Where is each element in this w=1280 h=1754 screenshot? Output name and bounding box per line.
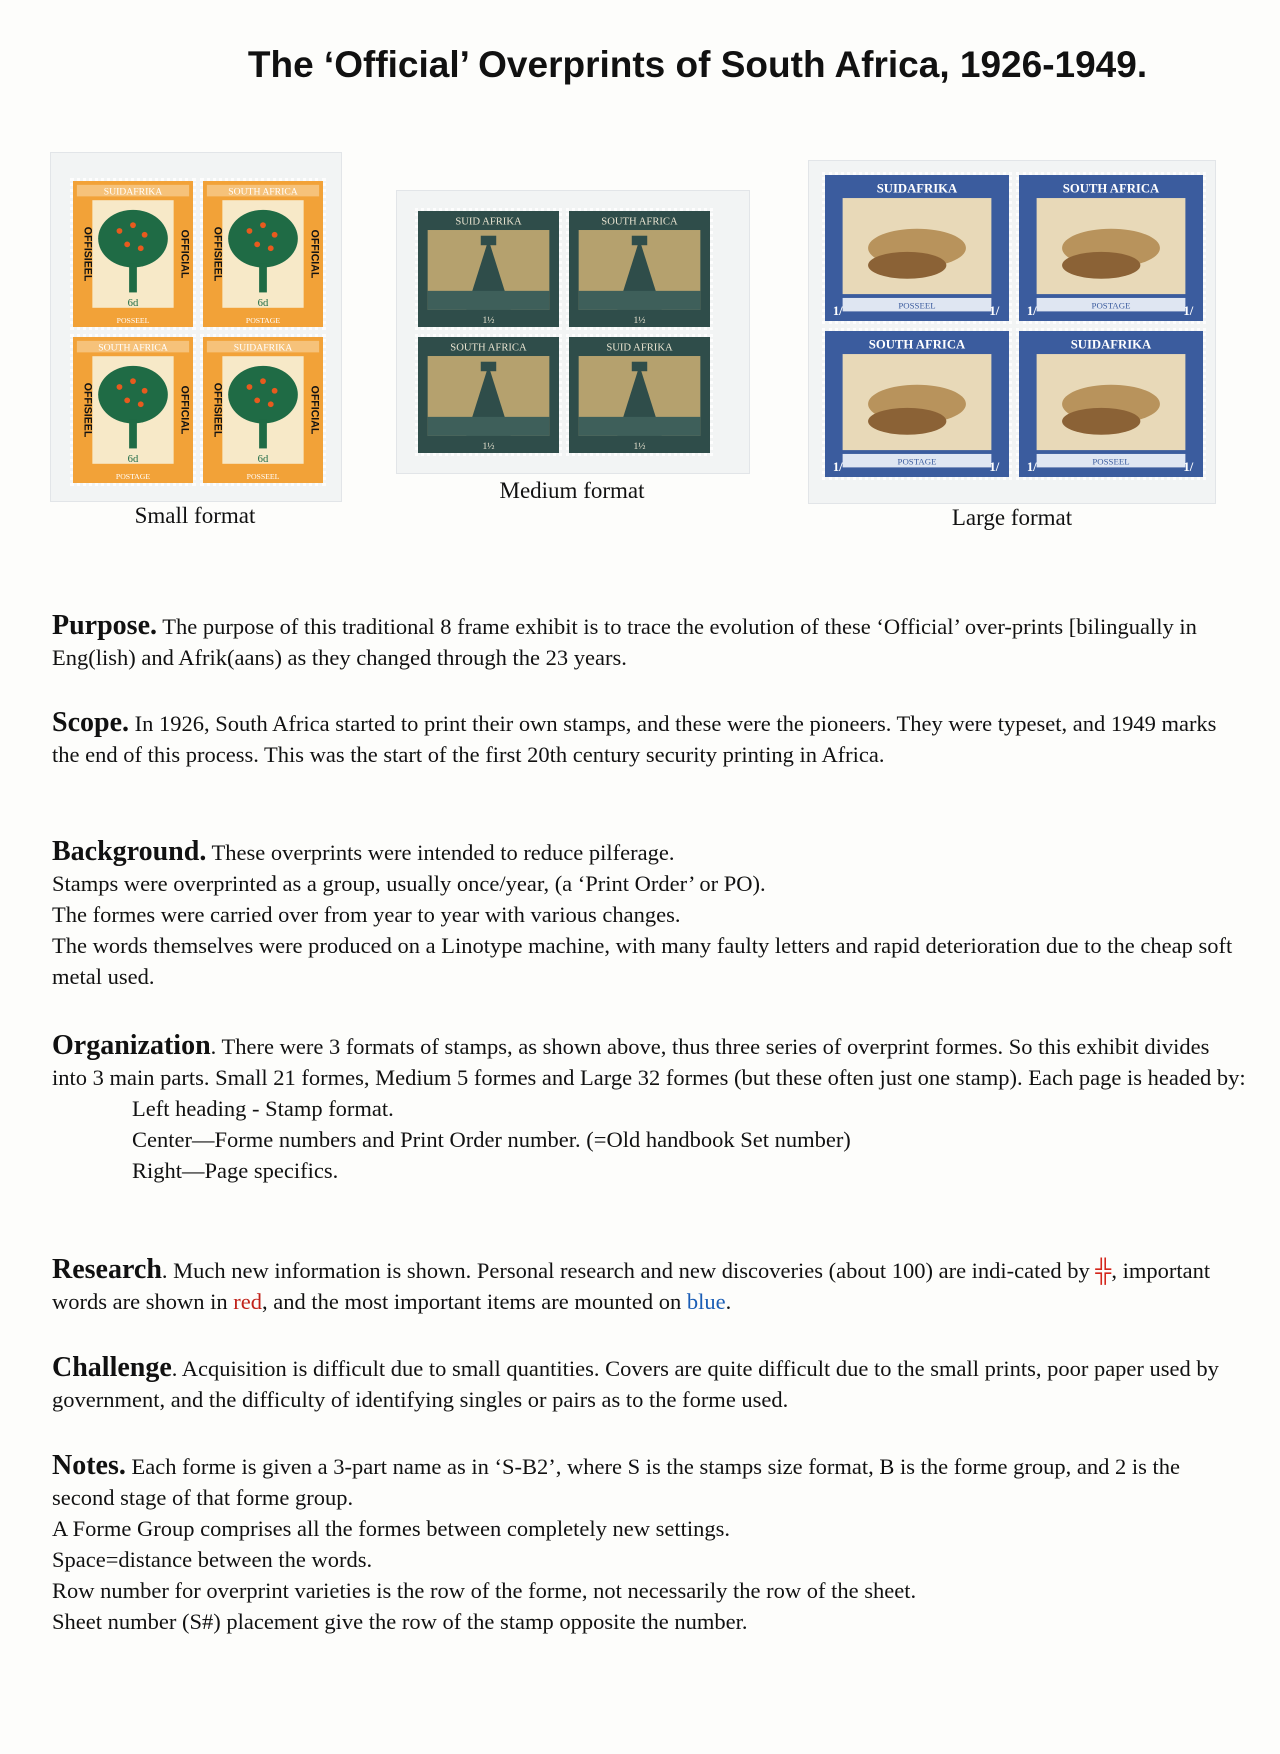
stamp-value: 6d (257, 453, 269, 465)
stamp-value: 6d (127, 453, 139, 465)
notes-heading: Notes. (52, 1450, 126, 1481)
small-stamp (70, 334, 196, 486)
overprint-english: OFFICIAL (178, 229, 191, 279)
stamp-value: 1½ (633, 441, 646, 453)
research-text: . (725, 1289, 732, 1314)
research-heading: Research (52, 1254, 162, 1285)
stamp-inscription: SOUTH AFRICA (228, 186, 298, 198)
organization-item: Center—Forme numbers and Print Order number. (=Old handbook Set number) (132, 1127, 851, 1152)
notes-line: Each forme is given a 3-part name as in ‘S-B2’, where S is the stamps size format, B is the forme group, and 2 is the second stage of that forme group. (52, 1454, 1180, 1510)
overprint-afrikaans: OFFISIEEL (81, 382, 94, 438)
overprint-english: OFFICIAL (178, 385, 191, 435)
stamp-inscription: SUIDAFRIKA (233, 342, 293, 354)
large-format-block (822, 172, 1206, 480)
large-stamp (822, 172, 1012, 324)
large-format-caption: Large format (951, 505, 1073, 530)
stamp-value: 1/ (832, 304, 843, 319)
stamp-value: 1/ (1183, 460, 1194, 475)
large-stamp (1016, 172, 1206, 324)
stamp-bottom-label: POSTAGE (897, 456, 937, 467)
medium-format-block (415, 208, 713, 456)
purpose-heading: Purpose. (52, 610, 157, 641)
stamp-value: 1/ (989, 304, 1000, 319)
stamp-value: 1½ (482, 441, 495, 453)
purpose-section (52, 610, 1247, 673)
small-stamp (70, 178, 196, 330)
medium-stamp (566, 208, 713, 330)
research-section (52, 1254, 1247, 1317)
stamp-bottom-label: POSTAGE (245, 316, 281, 326)
stamp-value: 1½ (482, 315, 495, 327)
scope-text: In 1926, South Africa started to print their own stamps, and these were the pioneers. They were typeset, and 1949 marks the end of this process. This was the start of the first 20th century security printing in Africa. (52, 711, 1217, 767)
page-title: The ‘Official’ Overprints of South Africa, 1926-1949. (247, 44, 1148, 85)
overprint-english: OFFICIAL (308, 385, 321, 435)
overprint-afrikaans: OFFISIEEL (81, 226, 94, 282)
organization-section (52, 1030, 1247, 1186)
organization-item: Left heading - Stamp format. (132, 1096, 394, 1121)
overprint-afrikaans: OFFISIEEL (211, 226, 224, 282)
small-format-block (70, 178, 326, 486)
discovery-mark-icon: ╬ (1089, 1258, 1112, 1283)
medium-stamp (415, 208, 562, 330)
notes-line: Row number for overprint varieties is the row of the forme, not necessarily the row of the sheet. (52, 1578, 917, 1603)
medium-stamp (415, 334, 562, 456)
background-line: These overprints were intended to reduce pilferage. (211, 840, 675, 865)
stamp-inscription: SOUTH AFRICA (98, 342, 168, 354)
medium-stamp (566, 334, 713, 456)
organization-text: . There were 3 formats of stamps, as shown above, thus three series of overprint formes. So this exhibit divides into 3 main parts. Small 21 formes, Medium 5 formes and Large 32 formes (but these often just one stamp). Each page is headed by: (52, 1034, 1246, 1090)
blue-word: blue (686, 1289, 726, 1314)
stamp-inscription: SUIDAFRIKA (876, 181, 958, 196)
stamp-bottom-label: POSSEEL (898, 300, 936, 311)
challenge-heading: Challenge (52, 1352, 172, 1383)
stamp-inscription: SUID AFRIKA (455, 216, 522, 228)
small-stamp (200, 334, 326, 486)
stamp-value: 1½ (633, 315, 646, 327)
scope-heading: Scope. (52, 707, 129, 738)
organization-heading: Organization (52, 1030, 211, 1061)
notes-line: Space=distance between the words. (52, 1547, 373, 1572)
stamp-inscription: SOUTH AFRICA (601, 216, 678, 228)
background-section (52, 836, 1247, 992)
stamp-value: 6d (257, 297, 269, 309)
background-line: Stamps were overprinted as a group, usually once/year, (a ‘Print Order’ or PO). (52, 871, 766, 896)
small-format-caption: Small format (134, 503, 256, 528)
overprint-afrikaans: OFFISIEEL (211, 382, 224, 438)
research-text: , important words are shown in (52, 1258, 1211, 1314)
stamp-value: 6d (127, 297, 139, 309)
background-heading: Background. (52, 836, 207, 867)
notes-section (52, 1450, 1247, 1637)
overprint-english: OFFICIAL (308, 229, 321, 279)
stamp-value: 1/ (1183, 304, 1194, 319)
notes-line: Sheet number (S#) placement give the row of the stamp opposite the number. (52, 1609, 748, 1634)
scope-section (52, 707, 1247, 770)
organization-item: Right—Page specifics. (132, 1158, 339, 1183)
research-text: . Much new information is shown. Personal research and new discoveries (about 100) are indi-cated by (161, 1258, 1090, 1283)
stamp-bottom-label: POSSEEL (246, 472, 280, 482)
stamp-value: 1/ (832, 460, 843, 475)
stamp-bottom-label: POSSEEL (116, 316, 150, 326)
notes-line: A Forme Group comprises all the formes between completely new settings. (52, 1516, 730, 1541)
stamp-value: 1/ (1026, 460, 1037, 475)
stamp-inscription: SUID AFRIKA (606, 342, 673, 354)
medium-format-caption: Medium format (499, 478, 645, 503)
stamp-bottom-label: POSSEEL (1092, 456, 1130, 467)
background-line: The words themselves were produced on a Linotype machine, with many faulty letters and rapid deterioration due to the cheap soft metal used. (52, 933, 1233, 989)
challenge-section (52, 1352, 1247, 1415)
large-stamp (822, 328, 1012, 480)
background-line: The formes were carried over from year to year with various changes. (52, 902, 681, 927)
research-text: , and the most important items are mounted on (261, 1289, 682, 1314)
challenge-text: . Acquisition is difficult due to small quantities. Covers are quite difficult due to the small prints, poor paper used by government, and the difficulty of identifying singles or pairs as to the forme used. (52, 1356, 1219, 1412)
stamp-inscription: SOUTH AFRICA (868, 337, 966, 352)
stamp-bottom-label: POSTAGE (1091, 300, 1131, 311)
stamp-bottom-label: POSTAGE (115, 472, 151, 482)
stamp-value: 1/ (1026, 304, 1037, 319)
large-stamp (1016, 328, 1206, 480)
stamp-inscription: SUIDAFRIKA (103, 186, 163, 198)
stamp-inscription: SUIDAFRIKA (1070, 337, 1152, 352)
small-stamp (200, 178, 326, 330)
red-word: red (233, 1289, 262, 1314)
purpose-text: The purpose of this traditional 8 frame exhibit is to trace the evolution of these ‘Official’ over-prints [bilingually in Eng(lish) and Afrik(aans) as they changed through the 23 years. (52, 614, 1197, 670)
stamp-value: 1/ (989, 460, 1000, 475)
stamp-inscription: SOUTH AFRICA (450, 342, 527, 354)
stamp-inscription: SOUTH AFRICA (1062, 181, 1160, 196)
